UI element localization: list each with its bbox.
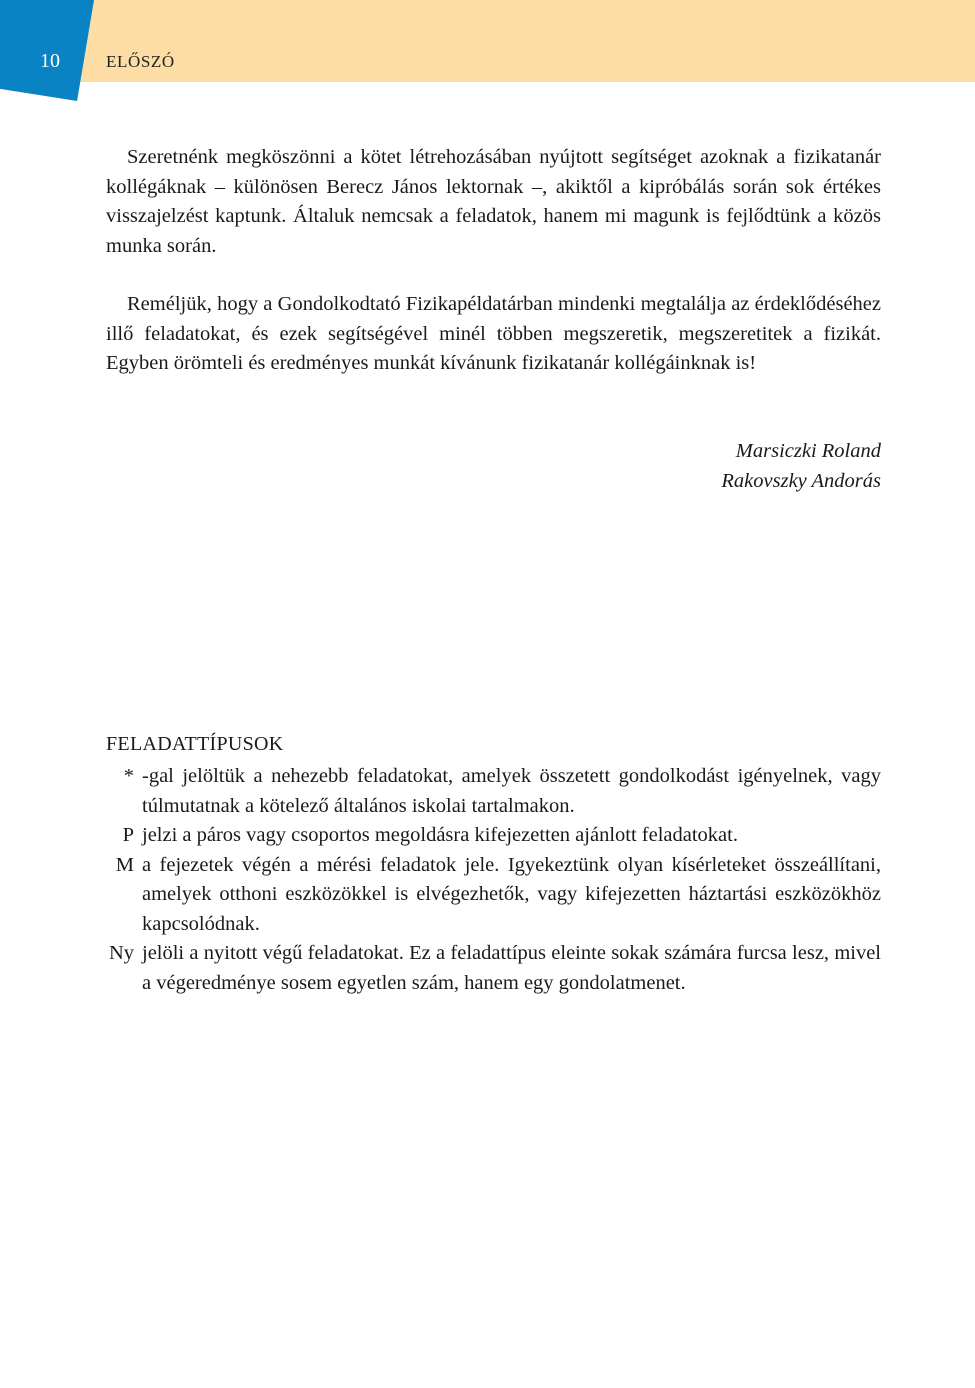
legend-item-p <box>106 821 881 851</box>
legend-key: M <box>115 853 134 876</box>
legend-text: -gal jelöltük a nehezebb feladatokat, amelyek összetett gondolkodást igényelnek, vagy túlmutatnak a kötelező általános iskolai tartalmakon. <box>142 765 881 817</box>
running-head: ELŐSZÓ <box>106 52 175 71</box>
legend-key: P <box>122 824 134 846</box>
paragraph-wishes: Reméljük, hogy a Gondolkodtató Fizikapéldatárban mindenki megtalálja az érdeklődéséhez illő feladatokat, és ezek segítségével minél többen megszeretik, megszeretitek a fizikát. Egyben örömteli és eredményes munkát kívánunk fizikatanár kollégáinknak is! <box>106 293 881 374</box>
section-title-task-types: FELADATTÍPUSOK <box>106 733 284 755</box>
legend-text: a fejezetek végén a mérési feladatok jele. Igyekeztünk olyan kísérleteket összeállítani, amelyek otthoni eszközökkel is elvégezhetők, vagy kifejezetten háztartási eszközökhöz kapcsolódnak. <box>142 853 881 935</box>
legend-key: * <box>123 765 134 787</box>
legend-key: Ny <box>108 942 134 964</box>
legend-item-m <box>106 851 881 940</box>
signature-author-2: Rakovszky Andorás <box>721 469 881 492</box>
signature-block <box>721 437 881 496</box>
signature-author-1: Marsiczki Roland <box>735 440 881 462</box>
legend-item-star <box>106 762 881 821</box>
legend-item-ny <box>106 939 881 998</box>
page-number: 10 <box>40 50 60 72</box>
paragraph-acknowledgement: Szeretnénk megköszönni a kötet létrehozásában nyújtott segítséget azoknak a fizikatanár kollégáknak – különösen Berecz János lektornak –, akiktől a kipróbálás során sok értékes visszajelzést kaptunk. Általuk nemcsak a feladatok, hanem mi magunk is fejlődtünk a közös munka során. <box>106 146 881 257</box>
task-type-legend <box>106 762 881 998</box>
legend-text: jelöli a nyitott végű feladatokat. Ez a feladattípus eleinte sokak számára furcsa lesz, mivel a végeredménye sosem egyetlen szám, hanem egy gondolatmenet. <box>142 942 881 994</box>
legend-text: jelzi a páros vagy csoportos megoldásra kifejezetten ajánlott feladatokat. <box>142 824 738 846</box>
